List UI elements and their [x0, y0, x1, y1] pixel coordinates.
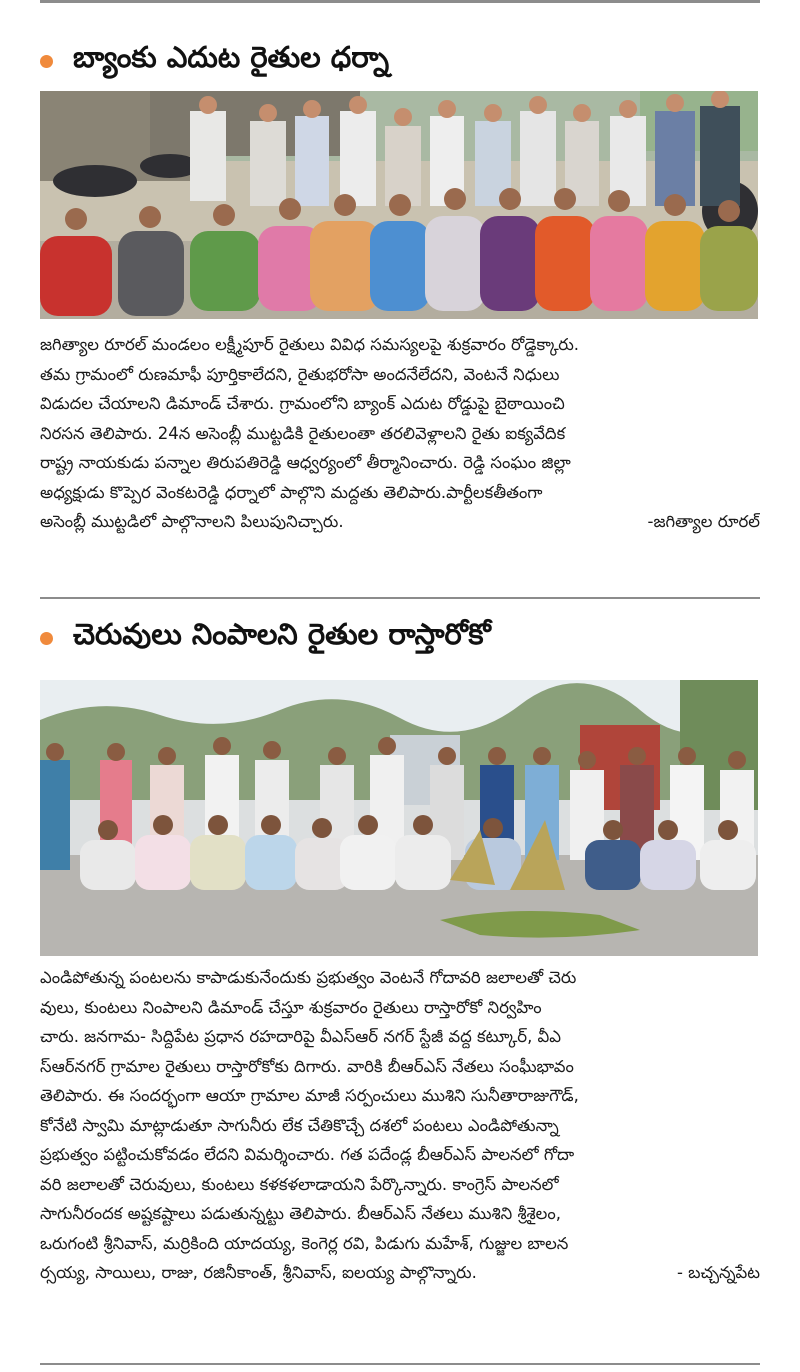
story1-headline — [40, 38, 760, 84]
story1-line-6: అధ్యక్షుడు కొప్పెర వెంకటరెడ్డి ధర్నాలో పాల్గొని మద్దతు తెలిపారు.పార్టీలకతీతంగా — [40, 482, 543, 502]
story2-line-11: ర్సయ్య, సాయిలు, రాజు, రజినీకాంత్, శ్రీనివాస్, ఐలయ్య పాల్గొన్నారు. — [40, 1263, 477, 1282]
farmers-dharna-photo — [40, 91, 758, 319]
story1-body — [40, 330, 760, 537]
story2-dateline: - బచ్చన్నపేట — [676, 1263, 760, 1282]
story1-photo — [40, 91, 758, 319]
story2-line-3: చారు. జనగామ- సిద్దిపేట ప్రధాన రహదారిపై వీఎస్ఆర్ నగర్ స్టేజీ వద్ద కట్కూర్, వీఎ — [40, 1027, 562, 1046]
story2-line-7: ప్రభుత్వం పట్టించుకోవడం లేదని విమర్శించారు. గత పదేండ్ల బీఆర్ఎస్ పాలనలో గోదా — [40, 1145, 575, 1164]
story1-line-2: తమ గ్రామంలో రుణమాఫీ పూర్తికాలేదని, రైతుభరోసా అందనేలేదని, వెంటనే నిధులు — [40, 364, 560, 384]
story2-last-line — [40, 1258, 760, 1288]
story1-line-7: అసెంబ్లీ ముట్టడిలో పాల్గొనాలని పిలుపునిచ్చారు. — [40, 512, 344, 531]
bottom-rule — [40, 1363, 760, 1365]
bullet-icon — [40, 55, 53, 68]
story2-line-10: ఒరుగంటి శ్రీనివాస్, మర్రికింది యాదయ్య, కెంగెర్ల రవి, పిడుగు మహేశ్, గుజ్జుల బాలన — [40, 1233, 569, 1253]
story2-line-4: స్ఆర్‌నగర్ గ్రామాల రైతులు రాస్తారోకోకు దిగారు. వారికి బీఆర్ఎస్ నేతలు సంఘీభావం — [40, 1056, 574, 1076]
story2-line-8: వరి జలాలతో చెరువులు, కుంటలు కళకళలాడాయని పేర్కొన్నారు. కాంగ్రెస్ పాలనలో — [40, 1174, 559, 1194]
story2-line-2: వులు, కుంటలు నింపాలని డిమాండ్ చేస్తూ శుక్రవారం రైతులు రాస్తారోకో నిర్వహిం — [40, 997, 542, 1017]
story2-body — [40, 963, 760, 1288]
story-divider — [40, 597, 760, 599]
story1-line-4: నిరసన తెలిపారు. 24న అసెంబ్లీ ముట్టడికి రైతులంతా తరలివెళ్లాలని రైతు ఐక్యవేదిక — [40, 423, 566, 443]
story1-line-1: జగిత్యాల రూరల్ మండలం లక్ష్మీపూర్ రైతులు వివిధ సమస్యలపై శుక్రవారం రోడ్డెక్కారు. — [40, 335, 580, 354]
story1-headline-text: బ్యాంకు ఎదుట రైతుల ధర్నా — [73, 40, 390, 74]
story2-headline — [40, 613, 760, 663]
story2-headline-text: చెరువులు నింపాలని రైతుల రాస్తారోకో — [73, 617, 491, 651]
farmers-rastaroko-photo — [40, 680, 758, 956]
top-rule — [40, 0, 760, 3]
story1-dateline: -జగిత్యాల రూరల్ — [647, 512, 760, 531]
bullet-icon — [40, 632, 53, 645]
story1-line-3: విడుదల చేయాలని డిమాండ్ చేశారు. గ్రామంలోని బ్యాంక్ ఎదుట రోడ్డుపై బైఠాయించి — [40, 394, 565, 413]
story2-line-1: ఎండిపోతున్న పంటలను కాపాడుకునేందుకు ప్రభుత్వం వెంటనే గోదావరి జలాలతో చెరు — [40, 968, 577, 987]
story1-line-5: రాష్ట్ర నాయకుడు పన్నాల తిరుపతిరెడ్డి ఆధ్వర్యంలో తీర్మానించారు. రెడ్డి సంఘం జిల్లా — [40, 453, 571, 472]
story2-line-9: సాగునీరందక అష్టకష్టాలు పడుతున్నట్టు తెలిపారు. బీఆర్ఎస్ నేతలు ముశిని శ్రీశైలం, — [40, 1204, 561, 1223]
story1-last-line — [40, 507, 760, 537]
story2-line-5: తెలిపారు. ఈ సందర్భంగా ఆయా గ్రామాల మాజీ సర్పంచులు ముశిని సునీతారాజుగౌడ్, — [40, 1086, 579, 1105]
story2-photo — [40, 680, 758, 956]
story2-line-6: కోనేటి స్వామి మాట్లాడుతూ సాగునీరు లేక చేతికొచ్చే దశలో పంటలు ఎండిపోతున్నా — [40, 1115, 559, 1135]
